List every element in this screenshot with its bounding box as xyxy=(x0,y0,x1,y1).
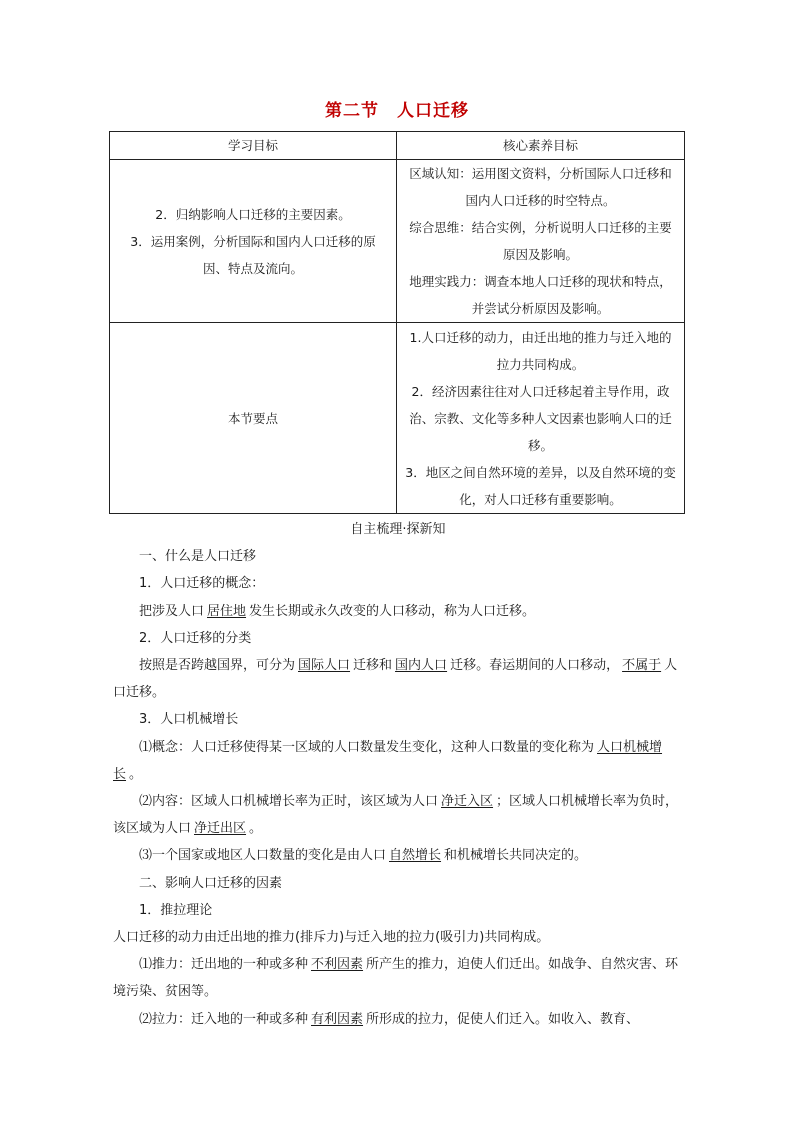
mechanical-growth-concept xyxy=(113,734,683,788)
fill-in-answer: 净迁出区 xyxy=(194,821,247,837)
keypoint-3: 3．地区之间自然环境的差异，以及自然环境的变化，对人口迁移有重要影响。 xyxy=(405,464,676,507)
text-run: 。 xyxy=(129,766,143,782)
fill-in-answer: 净迁入区 xyxy=(441,794,494,810)
text-run: ⑵内容：区域人口机械增长率为正时，该区域为人口 xyxy=(139,794,439,810)
population-change-paragraph xyxy=(113,842,683,869)
push-pull-paragraph: 人口迁移的动力由迁出地的推力(排斥力)与迁入地的拉力(吸引力)共同构成。 xyxy=(113,930,550,946)
text-run: 所形成的拉力，促使人们迁入。如收入、教育、 xyxy=(366,1011,640,1027)
text-run: 所产生的推力，迫使人们迁出。如战争、自然灾害、环境污染、贫困等。 xyxy=(113,957,679,1000)
text-run: 发生长期或永久改变的人口移动，称为人口迁移。 xyxy=(249,603,536,619)
text-run: 人口迁移。 xyxy=(113,658,678,701)
text-run: 。 xyxy=(249,821,263,837)
text-run: ⑴推力：迁出地的一种或多种 xyxy=(139,957,309,973)
learning-goal-3: 3．运用案例，分析国际和国内人口迁移的原因、特点及流向。 xyxy=(130,233,376,276)
mechanical-growth-content xyxy=(113,788,683,842)
table-header-row xyxy=(110,132,685,160)
heading-migration-factors: 二、影响人口迁移的因素 xyxy=(139,875,283,891)
literacy-goal-regional: 区域认知：运用图文资料，分析国际人口迁移和国内人口迁移的时空特点。 xyxy=(409,166,672,208)
fill-in-answer: 自然增长 xyxy=(389,848,442,864)
fill-in-answer: 不属于 xyxy=(622,658,662,674)
page-title: 第二节 人口迁移 xyxy=(325,101,469,121)
text-run: ⑶一个国家或地区人口数量的变化是由人口 xyxy=(139,848,387,864)
heading-what-is-migration: 一、什么是人口迁移 xyxy=(139,549,257,565)
section-header: 自主梳理·探新知 xyxy=(350,522,446,537)
text-run: ；区域人口机械增长率为负时，该区域为人口 xyxy=(113,794,679,837)
header-learning-goals: 学习目标 xyxy=(110,132,397,160)
text-run: 把涉及人口 xyxy=(139,603,205,619)
keypoints-label: 本节要点 xyxy=(110,323,397,514)
keypoints-cell xyxy=(397,323,685,514)
learning-goal-2: 2．归纳影响人口迁移的主要因素。 xyxy=(155,206,351,222)
table-row-goals xyxy=(110,160,685,323)
text-run: 和机械增长共同决定的。 xyxy=(444,848,588,864)
text-run: 迁移和 xyxy=(353,658,393,674)
text-run: 迁移。春运期间的人口移动， xyxy=(450,658,620,674)
literacy-goals-cell xyxy=(397,160,685,323)
literacy-goal-comprehensive: 综合思维：结合实例，分析说明人口迁移的主要原因及影响。 xyxy=(409,220,672,262)
fill-in-answer: 人口机械增长 xyxy=(113,739,663,782)
classification-paragraph xyxy=(113,652,683,706)
header-literacy-goals: 核心素养目标 xyxy=(397,132,685,160)
fill-in-answer: 有利因素 xyxy=(311,1011,364,1027)
literacy-goal-practice: 地理实践力：调查本地人口迁移的现状和特点，并尝试分析原因及影响。 xyxy=(409,274,672,316)
classification-heading: 2．人口迁移的分类 xyxy=(139,630,252,646)
text-run: ⑵拉力：迁入地的一种或多种 xyxy=(139,1011,309,1027)
push-factor-paragraph xyxy=(113,951,683,1005)
text-run: ⑴概念：人口迁移使得某一区域的人口数量发生变化，这种人口数量的变化称为 xyxy=(139,739,595,755)
main-content xyxy=(113,516,683,1033)
fill-in-answer: 居住地 xyxy=(207,603,247,619)
concept-heading: 1．人口迁移的概念： xyxy=(139,576,265,592)
learning-goals-cell xyxy=(110,160,397,323)
objectives-table xyxy=(109,131,685,514)
pull-factor-paragraph xyxy=(113,1006,683,1033)
concept-paragraph xyxy=(113,598,683,625)
fill-in-answer: 国际人口 xyxy=(298,658,351,674)
fill-in-answer: 国内人口 xyxy=(395,658,448,674)
keypoint-1: 1.人口迁移的动力，由迁出地的推力与迁入地的拉力共同构成。 xyxy=(409,329,672,372)
keypoint-2: 2．经济因素往往对人口迁移起着主导作用，政治、宗教、文化等多种人文因素也影响人口的迁移。 xyxy=(409,383,672,453)
fill-in-answer: 不利因素 xyxy=(311,957,364,973)
mechanical-growth-heading: 3．人口机械增长 xyxy=(139,712,239,728)
push-pull-heading: 1．推拉理论 xyxy=(139,902,213,918)
table-row-keypoints xyxy=(110,323,685,514)
text-run: 按照是否跨越国界，可分为 xyxy=(139,658,296,674)
